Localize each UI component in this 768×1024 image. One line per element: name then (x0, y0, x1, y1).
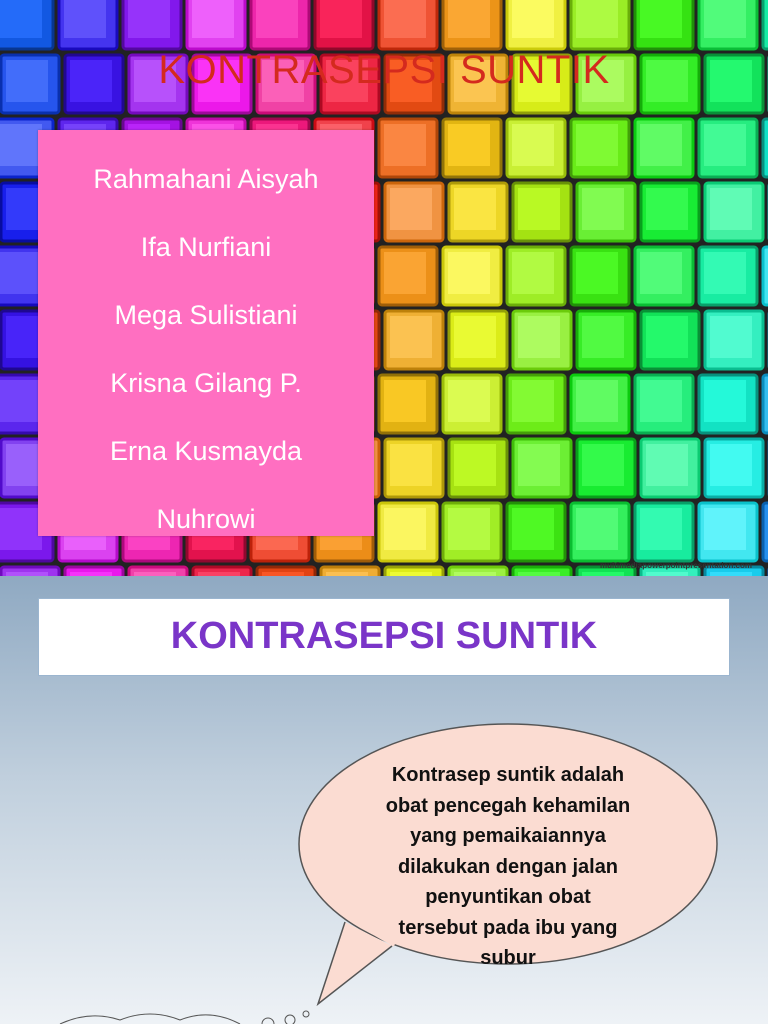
bubble-text (360, 760, 656, 974)
slide-2 (0, 576, 768, 1024)
bubble-line: obat pencegah kehamilan (385, 794, 631, 817)
bubble-line: subur (480, 947, 536, 969)
bubble-line: tersebut pada ibu yang (398, 916, 618, 939)
name-item: Mega Sulistiani (114, 300, 298, 330)
bubble-line: dilakukan dengan jalan (397, 855, 619, 878)
names-box (38, 130, 374, 536)
name-item: Ifa Nurfiani (140, 232, 272, 262)
name-item: Erna Kusmayda (109, 436, 303, 466)
name-item: Nuhrowi (156, 504, 256, 534)
watermark: multimediapowerpointpresentation.com (599, 561, 752, 570)
bubble-line: yang pemaikaiannya (410, 825, 606, 847)
bubble-line: Kontrasep suntik adalah (391, 764, 625, 786)
slide-1-title: KONTRASEPSI SUNTIK (158, 48, 610, 92)
slide-2-title: KONTRASEPSI SUNTIK (170, 615, 598, 657)
name-item: Krisna Gilang P. (110, 368, 302, 398)
name-item: Rahmahani Aisyah (93, 164, 319, 194)
bubble-line: penyuntikan obat (425, 886, 591, 908)
